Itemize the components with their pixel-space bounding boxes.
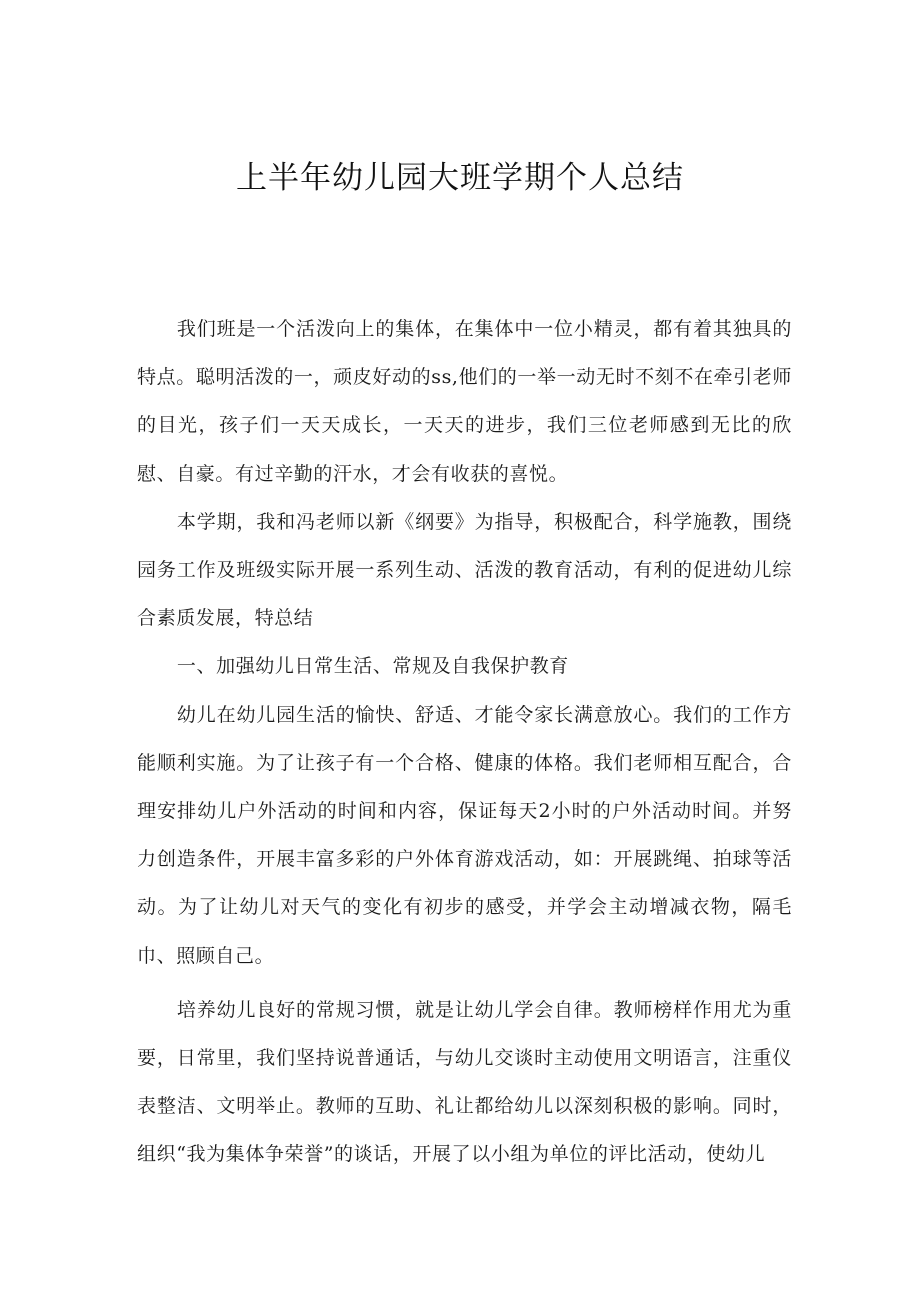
- section-heading-1: 一、加强幼儿日常生活、常规及自我保护教育: [176, 655, 569, 678]
- paragraph-semester-overview: 本学期，我和冯老师以新《纲要》为指导，积极配合，科学施教，围绕园务工作及班级实际开展一系列生动、活泼的教育活动，有利的促进幼儿综合素质发展，特总结: [137, 510, 792, 630]
- paragraph-daily-life: 幼儿在幼儿园生活的愉快、舒适、才能令家长满意放心。我们的工作方能顺利实施。为了让孩子有一个合格、健康的体格。我们老师相互配合，合理安排幼儿户外活动的时间和内容，保证每天2小时的户外活动时间。并努力创造条件，开展丰富多彩的户外体育游戏活动，如：开展跳绳、拍球等活动。为了让幼儿对天气的变化有初步的感受，并学会主动增减衣物，隔毛巾、照顾自己。: [137, 703, 792, 967]
- document-body: [137, 305, 792, 1179]
- document-title: 上半年幼儿园大班学期个人总结: [236, 160, 684, 196]
- paragraph-routine-habits: 培养幼儿良好的常规习惯，就是让幼儿学会自律。教师榜样作用尤为重要，日常里，我们坚持说普通话，与幼儿交谈时主动使用文明语言，注重仪表整洁、文明举止。教师的互助、礼让都给幼儿以深刻积极的影响。同时，组织“我为集体争荣誉”的谈话，开展了以小组为单位的评比活动，使幼儿: [137, 998, 792, 1166]
- paragraph-intro: 我们班是一个活泼向上的集体，在集体中一位小精灵，都有着其独具的特点。聪明活泼的一，顽皮好动的ss,他们的一举一动无时不刻不在牵引老师的目光，孩子们一天天成长，一天天的进步，我们三位老师感到无比的欣慰、自豪。有过辛勤的汗水，才会有收获的喜悦。: [137, 318, 792, 485]
